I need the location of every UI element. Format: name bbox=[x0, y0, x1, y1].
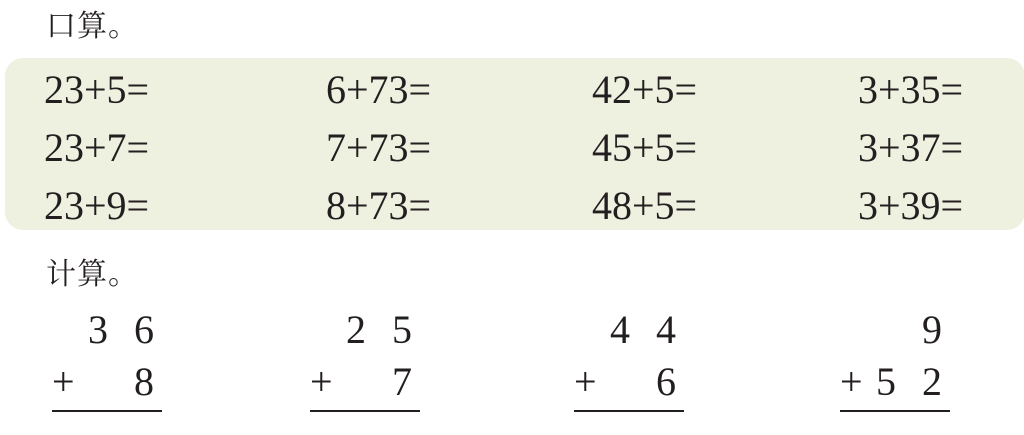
oral-arithmetic-heading: 口算。 bbox=[46, 9, 139, 44]
top-addend: 9 bbox=[922, 307, 950, 352]
oral-expression: 23+7= bbox=[44, 125, 150, 170]
bottom-addend: 8 bbox=[134, 359, 162, 404]
oral-expression: 7+73= bbox=[326, 125, 432, 170]
vertical-addition-problem bbox=[52, 308, 162, 418]
oral-expression: 3+37= bbox=[858, 125, 964, 170]
vertical-addition-problem bbox=[574, 308, 684, 418]
oral-expression: 48+5= bbox=[592, 183, 698, 228]
sum-line bbox=[840, 410, 950, 412]
bottom-addend: 7 bbox=[392, 359, 420, 404]
top-addend: 2 5 bbox=[346, 307, 420, 352]
oral-expression: 45+5= bbox=[592, 125, 698, 170]
oral-expression: 3+39= bbox=[858, 183, 964, 228]
written-calculation-heading: 计算。 bbox=[46, 257, 139, 292]
bottom-addend: 5 2 bbox=[876, 359, 950, 404]
plus-sign: + bbox=[840, 359, 863, 404]
oral-expression: 23+9= bbox=[44, 183, 150, 228]
oral-expression: 23+5= bbox=[44, 67, 150, 112]
oral-expression: 42+5= bbox=[592, 67, 698, 112]
top-addend: 4 4 bbox=[610, 307, 684, 352]
oral-expression: 8+73= bbox=[326, 183, 432, 228]
oral-expression: 3+35= bbox=[858, 67, 964, 112]
sum-line bbox=[310, 410, 420, 412]
vertical-addition-problem bbox=[310, 308, 420, 418]
plus-sign: + bbox=[52, 359, 75, 404]
plus-sign: + bbox=[574, 359, 597, 404]
sum-line bbox=[52, 410, 162, 412]
plus-sign: + bbox=[310, 359, 333, 404]
top-addend: 3 6 bbox=[88, 307, 162, 352]
bottom-addend: 6 bbox=[656, 359, 684, 404]
oral-expression: 6+73= bbox=[326, 67, 432, 112]
sum-line bbox=[574, 410, 684, 412]
vertical-addition-problem bbox=[840, 308, 950, 418]
